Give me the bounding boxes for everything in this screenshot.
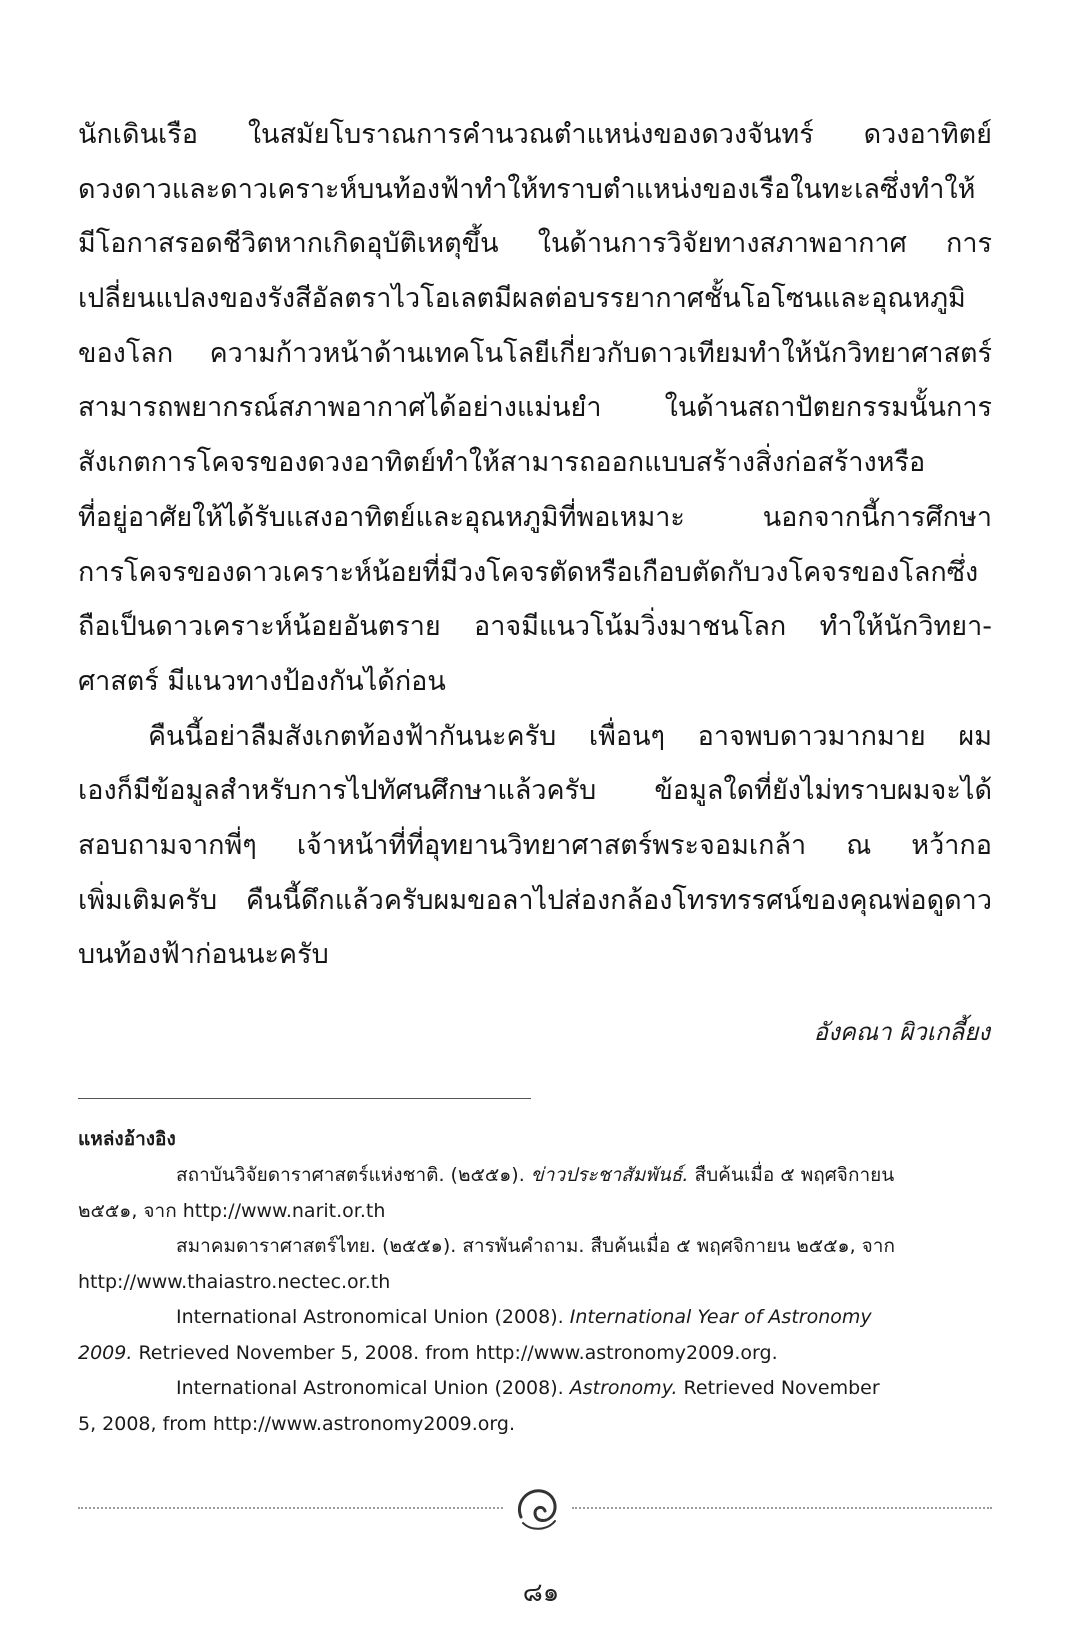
reference-line: สมาคมดาราศาสตร์ไทย. (๒๕๕๑). สารพันคำถาม. สืบค้นเมื่อ ๕ พฤศจิกายน ๒๕๕๑, จาก	[176, 1235, 895, 1257]
body-line: สามารถพยากรณ์สภาพอากาศได้อย่างแม่นยำ ในด้านสถาปัตยกรรมนั้นการ	[78, 392, 992, 424]
footer-dotted-rule	[572, 1507, 992, 1509]
reference-text: Retrieved November 5, 2008. from http://www.astronomy2009.org.	[132, 1341, 778, 1364]
reference-line	[78, 1300, 992, 1336]
body-line: คืนนี้อย่าลืมสังเกตท้องฟ้ากันนะครับ เพื่อนๆ อาจพบดาวมากมาย ผม	[148, 720, 992, 752]
reference-title: ข่าวประชาสัมพันธ์.	[530, 1164, 689, 1186]
body-line: สอบถามจากพี่ๆ เจ้าหน้าที่ที่อุทยานวิทยาศาสตร์พระจอมเกล้า ณ หว้ากอ	[78, 829, 992, 861]
swirl-ornament-icon	[511, 1483, 563, 1535]
reference-text: Retrieved November	[677, 1377, 880, 1399]
reference-title: Astronomy.	[569, 1377, 678, 1399]
author-signature: อังคณา ผิวเกลี้ยง	[813, 1018, 990, 1046]
body-text	[78, 108, 992, 983]
reference-line: ๒๕๕๑, จาก http://www.narit.or.th	[78, 1199, 386, 1222]
body-line: การโคจรของดาวเคราะห์น้อยที่มีวงโคจรตัดหรือเกือบตัดกับวงโคจรของโลกซึ่ง	[78, 556, 979, 588]
body-line: ดวงดาวและดาวเคราะห์บนท้องฟ้าทำให้ทราบตำแหน่งของเรือในทะเลซึ่งทำให้	[78, 173, 976, 205]
body-line: เปลี่ยนแปลงของรังสีอัลตราไวโอเลตมีผลต่อบรรยากาศชั้นโอโซนและอุณหภูมิ	[78, 283, 966, 315]
references-section	[78, 1120, 992, 1442]
footnote-separator	[78, 1098, 531, 1099]
body-line: นักเดินเรือ ในสมัยโบราณการคำนวณตำแหน่งของดวงจันทร์ ดวงอาทิตย์	[78, 119, 992, 150]
reference-title: 2009.	[78, 1341, 133, 1364]
body-line: ของโลก ความก้าวหน้าด้านเทคโนโลยีเกี่ยวกับดาวเทียมทำให้นักวิทยาศาสตร์	[78, 337, 992, 369]
reference-line: 5, 2008, from http://www.astronomy2009.org.	[78, 1412, 515, 1435]
reference-text: International Astronomical Union (2008).	[176, 1306, 570, 1328]
footer-dotted-rule	[78, 1507, 503, 1509]
body-line: เพิ่มเติมครับ คืนนี้ดึกแล้วครับผมขอลาไปส่องกล้องโทรทรรศน์ของคุณพ่อดูดาว	[78, 884, 992, 916]
reference-text: International Astronomical Union (2008).	[176, 1377, 570, 1399]
body-line: ศาสตร์ มีแนวทางป้องกันได้ก่อน	[78, 665, 446, 697]
references-heading: แหล่งอ้างอิง	[78, 1128, 176, 1150]
reference-line	[78, 1158, 992, 1194]
page-number: ๘๑	[522, 1578, 560, 1608]
body-line: ที่อยู่อาศัยให้ได้รับแสงอาทิตย์และอุณหภูมิที่พอเหมาะ นอกจากนี้การศึกษา	[78, 501, 992, 533]
reference-line	[78, 1371, 992, 1407]
reference-title: International Year of Astronomy	[569, 1306, 872, 1328]
reference-line	[78, 1336, 992, 1372]
reference-text: สืบค้นเมื่อ ๕ พฤศจิกายน	[688, 1164, 895, 1186]
body-line: ถือเป็นดาวเคราะห์น้อยอันตราย อาจมีแนวโน้มวิ่งมาชนโลก ทำให้นักวิทยา-	[78, 611, 992, 643]
reference-line: http://www.thaiastro.nectec.or.th	[78, 1270, 391, 1293]
body-line: เองก็มีข้อมูลสำหรับการไปทัศนศึกษาแล้วครับ ข้อมูลใดที่ยังไม่ทราบผมจะได้	[78, 775, 992, 807]
body-line: มีโอกาสรอดชีวิตหากเกิดอุบัติเหตุขึ้น ในด้านการวิจัยทางสภาพอากาศ การ	[78, 228, 992, 260]
body-line: สังเกตการโคจรของดวงอาทิตย์ทำให้สามารถออกแบบสร้างสิ่งก่อสร้างหรือ	[78, 447, 926, 479]
reference-text: สถาบันวิจัยดาราศาสตร์แห่งชาติ. (๒๕๕๑).	[176, 1164, 531, 1186]
body-line: บนท้องฟ้าก่อนนะครับ	[78, 939, 329, 971]
